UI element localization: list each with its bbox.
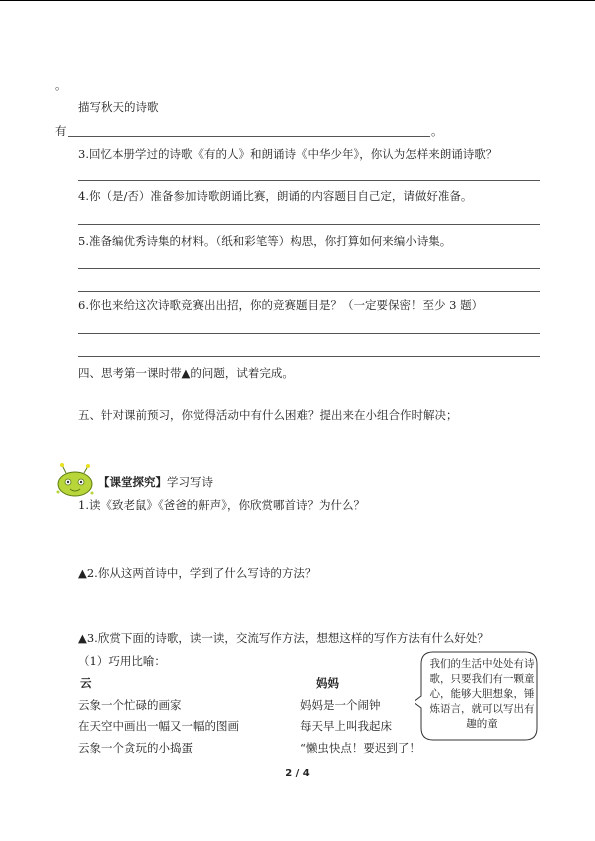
poem-right-line: 每天早上叫我起床 <box>300 719 392 733</box>
answer-line-q6a[interactable] <box>78 333 540 334</box>
mascot-icon <box>54 462 96 500</box>
classroom-sub1: （1）巧用比喻： <box>78 654 166 668</box>
poem-left-line: 云象一个忙碌的画家 <box>78 698 182 712</box>
poem-left-title: 云 <box>80 676 92 690</box>
question-6: 6.你也来给这次诗歌竞赛出出招，你的竞赛题目是？（一定要保密！至少 3 题） <box>78 298 484 312</box>
answer-line-q3[interactable] <box>78 180 540 181</box>
autumn-suffix: 。 <box>431 124 443 138</box>
autumn-poem-label: 描写秋天的诗歌 <box>78 100 159 114</box>
fragment-mark: 。 <box>55 78 67 92</box>
autumn-answer-line[interactable] <box>68 136 430 137</box>
question-5: 5.准备编优秀诗集的材料。（纸和彩笔等）构思，你打算如何来编小诗集。 <box>78 234 452 248</box>
classroom-q3: ▲3.欣赏下面的诗歌，读一读，交流写作方法，想想这样的写作方法有什么好处？ <box>78 631 489 645</box>
page-number: 2 / 4 <box>285 768 310 779</box>
page-top-rule <box>0 0 595 1</box>
classroom-q2: ▲2.你从这两首诗中，学到了什么写诗的方法？ <box>78 566 317 580</box>
answer-line-q4[interactable] <box>78 224 540 225</box>
poem-right-line: “懒虫快点！要迟到了！ <box>300 741 421 755</box>
poem-left-line: 云象一个贪玩的小捣蛋 <box>78 741 193 755</box>
classroom-heading <box>98 475 213 489</box>
poem-right-title: 妈妈 <box>316 676 339 690</box>
answer-line-q5a[interactable] <box>78 268 540 269</box>
bubble-text: 我们的生活中处处有诗歌，只要我们有一颗童心，能够大胆想象，锤炼语言，就可以写出有趣的童 <box>429 658 535 730</box>
autumn-prefix: 有 <box>55 124 67 138</box>
question-3: 3.回忆本册学过的诗歌《有的人》和朗诵诗《中华少年》，你认为怎样来朗诵诗歌？ <box>78 147 498 161</box>
poem-right-line: 妈妈是一个闹钟 <box>300 698 381 712</box>
section-4: 四、思考第一课时带▲的问题，试着完成。 <box>78 366 294 380</box>
poem-left-line: 在天空中画出一幅又一幅的图画 <box>78 719 239 733</box>
classroom-q1: 1.读《致老鼠》《爸爸的鼾声》，你欣赏哪首诗？为什么？ <box>78 498 365 512</box>
classroom-heading-rest: 学习写诗 <box>167 475 213 489</box>
answer-line-q6b[interactable] <box>78 356 540 357</box>
classroom-heading-bold: 【课堂探究】 <box>98 475 167 489</box>
answer-line-q5b[interactable] <box>78 291 540 292</box>
question-4: 4.你（是/否）准备参加诗歌朗诵比赛，朗诵的内容题目自己定，请做好准备。 <box>78 189 473 203</box>
section-5: 五、针对课前预习，你觉得活动中有什么困难？提出来在小组合作时解决； <box>78 408 458 422</box>
